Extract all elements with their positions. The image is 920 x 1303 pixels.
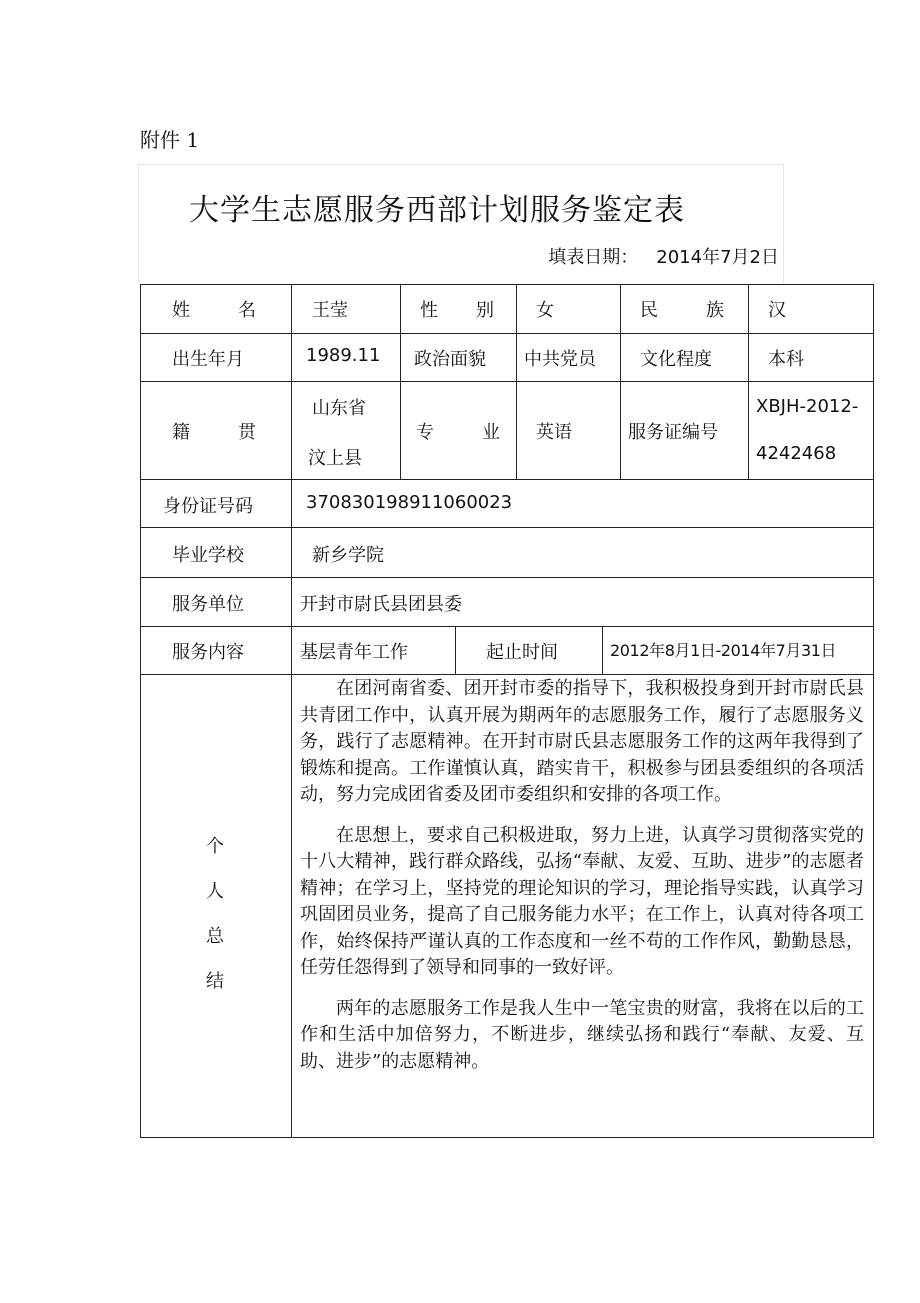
col-divider: [400, 284, 401, 479]
col-divider: [455, 626, 456, 674]
summary-paragraph: 两年的志愿服务工作是我人生中一笔宝贵的财富，我将在以后的工作和生活中加倍努力，不断进步，继续弘扬和践行“奉献、友爱、互助、进步”的志愿精神。: [300, 997, 864, 1072]
native-label: 籍 贯: [172, 422, 256, 443]
form-title: 大学生志愿服务西部计划服务鉴定表: [189, 193, 685, 228]
summary-label-char: 人: [206, 881, 224, 902]
school-value: 新乡学院: [312, 545, 384, 566]
summary-paragraph: 在思想上，要求自己积极进取，努力上进，认真学习贯彻落实党的十八大精神，践行群众路线，弘扬“奉献、友爱、互助、进步”的志愿者精神；在学习上，坚持党的理论知识的学习，理论指导实践，认真学习巩固团员业务，提高了自己服务能力水平；在工作上，认真对待各项工作，始终保持严谨认真的工作态度和一丝不苟的工作作风，勤勤恳恳，任劳任怨得到了领导和同事的一致好评。: [300, 824, 864, 978]
period-value: 2012年8月1日-2014年7月31日: [610, 641, 837, 660]
content-label: 服务内容: [172, 642, 244, 663]
cert-line1: XBJH-2012-: [756, 396, 859, 417]
gender-label: 性 别: [420, 300, 494, 321]
summary-label-char: 个: [206, 836, 224, 857]
period-label: 起止时间: [486, 642, 558, 663]
education-value: 本科: [768, 349, 804, 370]
cert-label: 服务证编号: [628, 422, 718, 443]
content-value: 基层青年工作: [300, 642, 408, 663]
fill-date: [548, 243, 779, 269]
birth-value: 1989.11: [306, 345, 381, 366]
col-divider: [620, 284, 621, 479]
summary-label-char: 总: [206, 926, 224, 947]
col-divider: [516, 284, 517, 479]
title-box: [138, 164, 784, 283]
native-line2: 汶上县: [308, 448, 362, 469]
row-divider: [140, 479, 874, 480]
name-label: 姓 名: [172, 300, 256, 321]
id-value: 370830198911060023: [306, 492, 513, 513]
political-label: 政治面貌: [414, 349, 486, 370]
ethnicity-label: 民 族: [640, 300, 724, 321]
id-label: 身份证号码: [163, 496, 253, 517]
gender-value: 女: [536, 300, 554, 321]
major-label: 专 业: [416, 422, 500, 443]
native-line1: 山东省: [312, 398, 366, 419]
unit-label: 服务单位: [172, 594, 244, 615]
col-divider: [748, 284, 749, 479]
school-label: 毕业学校: [172, 545, 244, 566]
attachment-label: 附件 1: [140, 128, 200, 152]
row-divider: [140, 626, 874, 627]
major-value: 英语: [536, 422, 572, 443]
summary-label-char: 结: [206, 971, 224, 992]
cert-line2: 4242468: [756, 443, 837, 464]
ethnicity-value: 汉: [768, 300, 786, 321]
name-value: 王莹: [312, 300, 348, 321]
fill-date-value: 2014年7月2日: [656, 247, 779, 268]
birth-label: 出生年月: [172, 349, 244, 370]
unit-value: 开封市尉氏县团县委: [300, 594, 462, 615]
education-label: 文化程度: [640, 349, 712, 370]
row-divider: [140, 674, 874, 675]
summary-text: [300, 676, 864, 1089]
col-divider: [602, 626, 603, 674]
row-divider: [140, 577, 874, 578]
fill-date-label: 填表日期：: [548, 247, 639, 268]
summary-paragraph: 在团河南省委、团开封市委的指导下，我积极投身到开封市尉氏县共青团工作中，认真开展为期两年的志愿服务工作，履行了志愿服务义务，践行了志愿精神。在开封市尉氏县志愿服务工作的这两年我得到了锻炼和提高。工作谨慎认真，踏实肯干，积极参与团县委组织的各项活动，努力完成团省委及团市委组织和安排的各项工作。: [300, 678, 864, 805]
political-value: 中共党员: [524, 349, 596, 370]
summary-label: [200, 832, 230, 1012]
row-divider: [140, 333, 874, 334]
col-divider: [291, 284, 292, 1138]
row-divider: [140, 381, 874, 382]
row-divider: [140, 527, 874, 528]
